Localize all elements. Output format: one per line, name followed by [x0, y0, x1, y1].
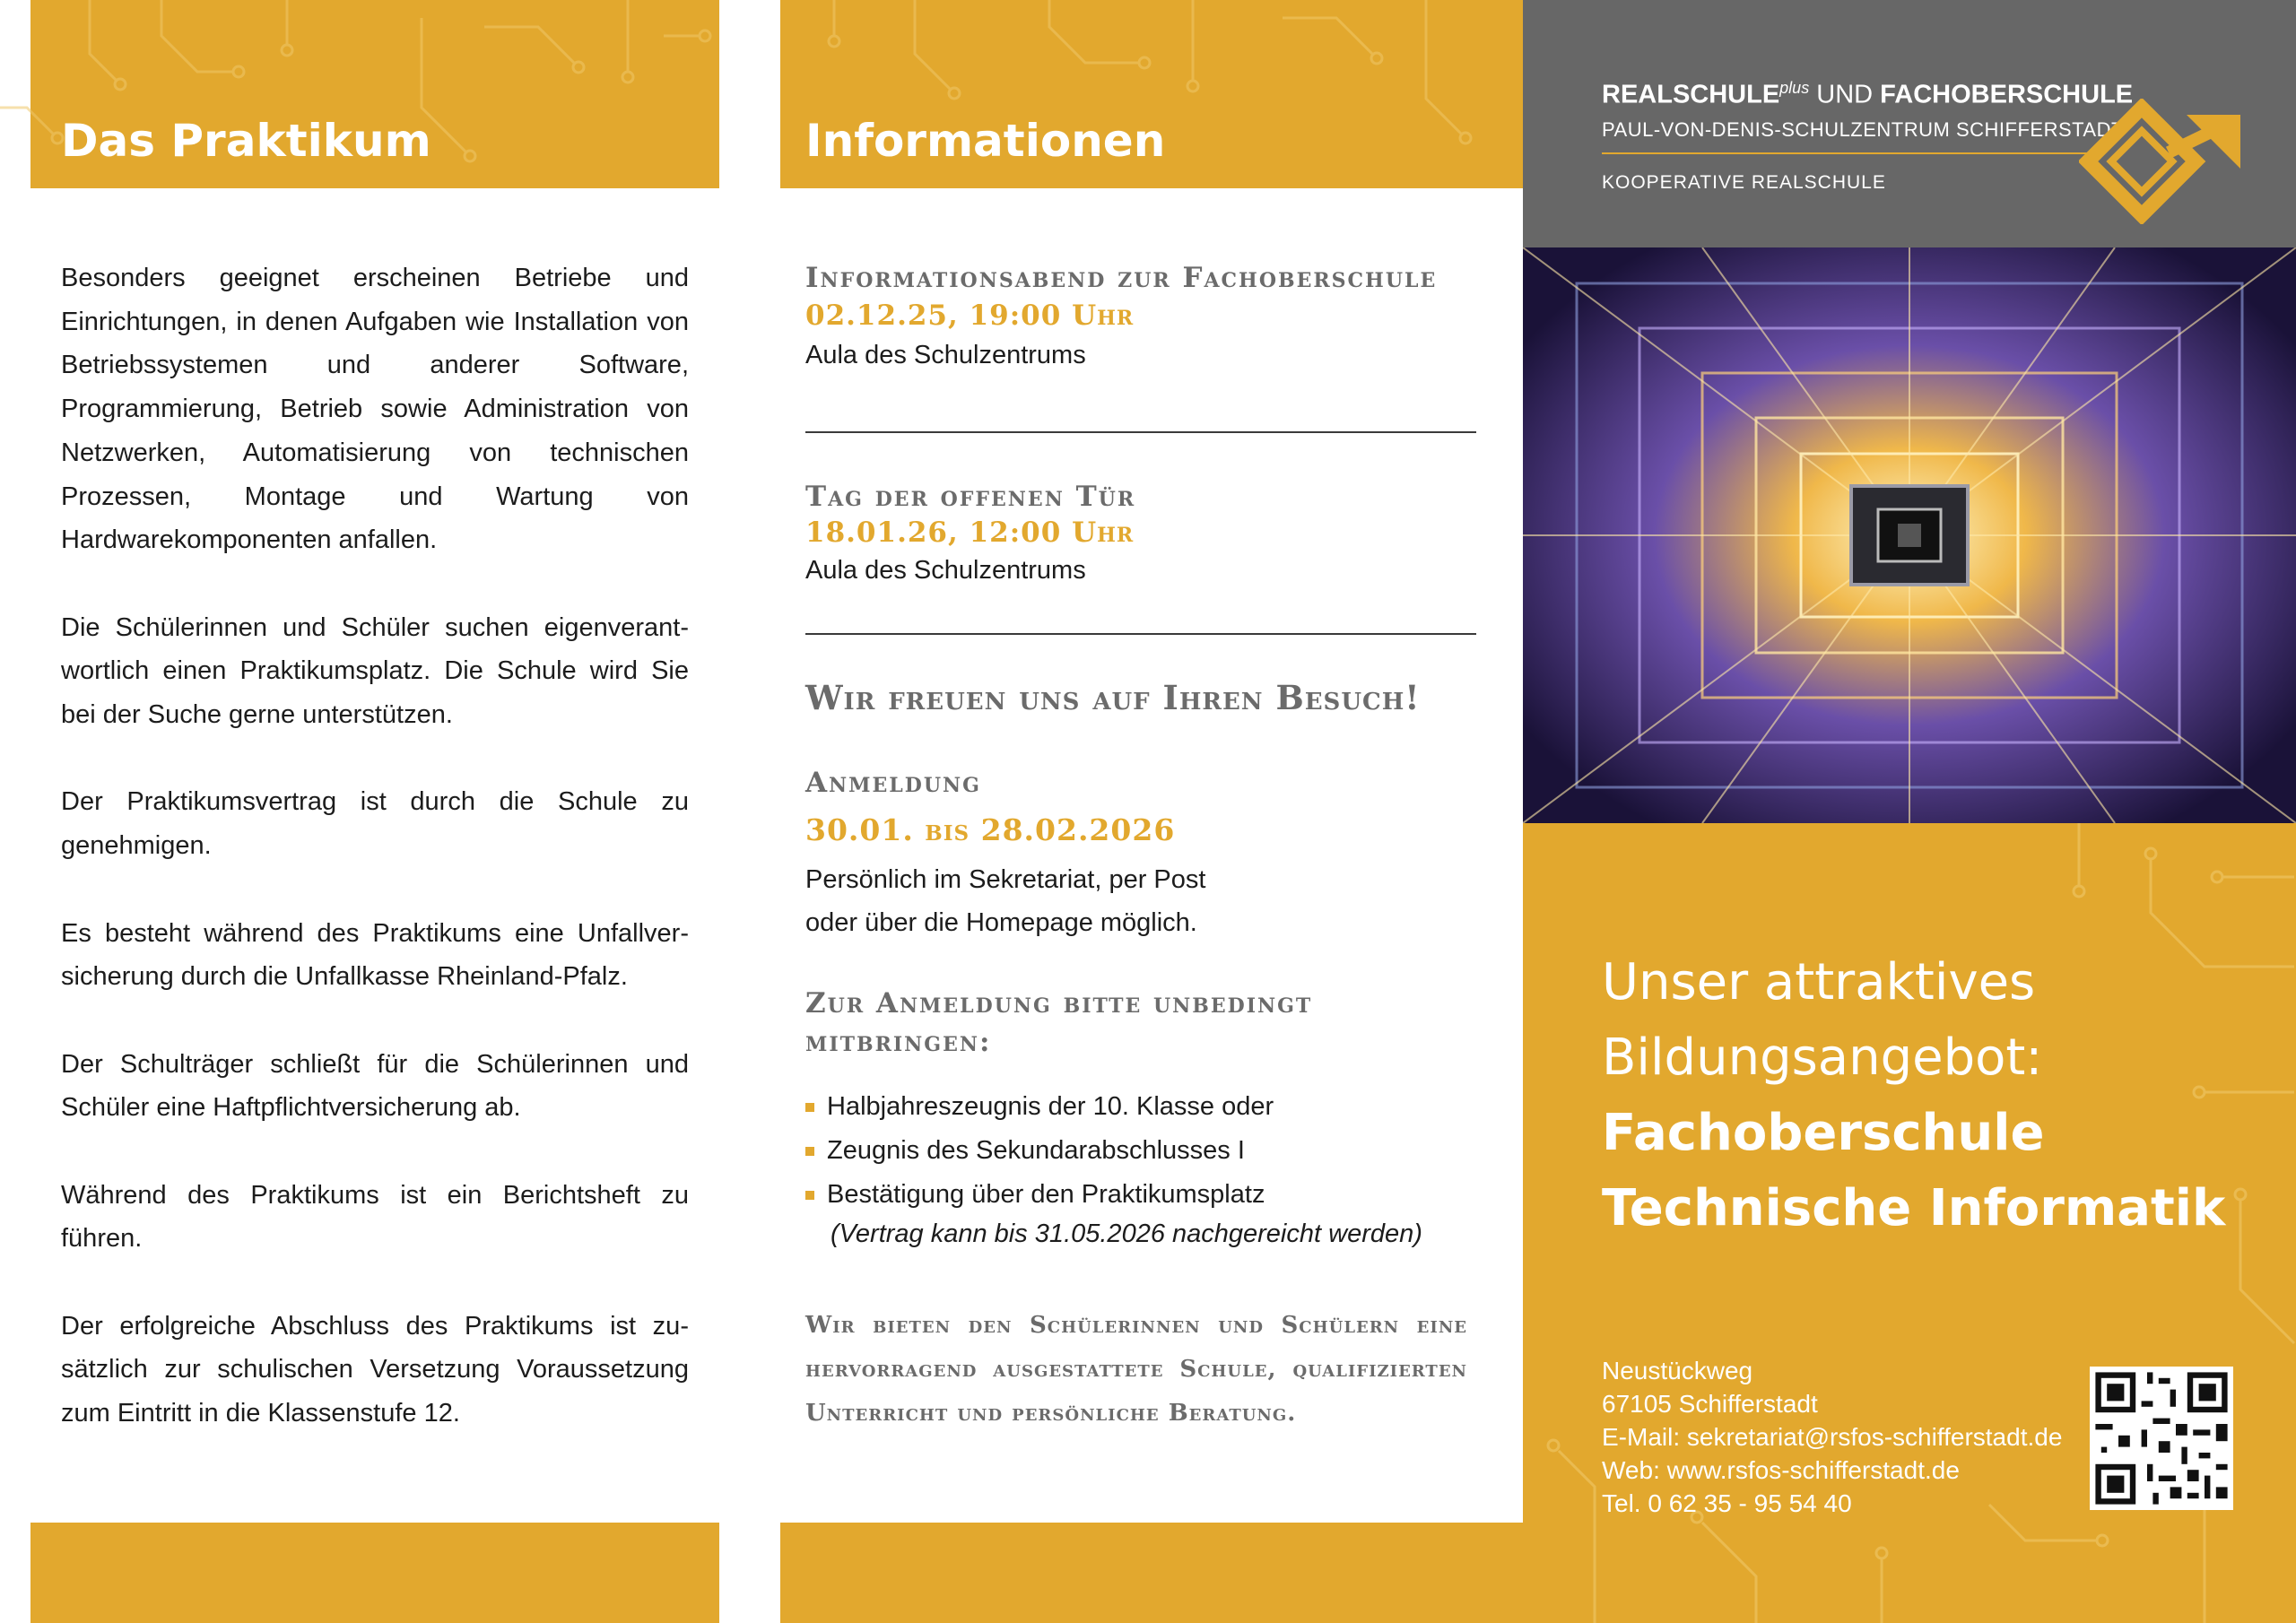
- list-item: Halbjahreszeugnis der 10. Klasse oder: [805, 1085, 1274, 1129]
- praktikum-paragraph: Es besteht während des Praktikums eine Unfallversicherung durch die Unfallkasse Rheinland-Pfalz.: [61, 918, 689, 992]
- school-type: KOOPERATIVE REALSCHULE: [1602, 172, 1886, 193]
- praktikum-paragraph: Der erfolgreiche Abschluss des Praktikums ist zusätzlich zur schulischen Versetzung Voraussetzung zum Eintritt in die Klassenstufe 12.: [61, 1311, 689, 1428]
- praktikum-paragraph: Die Schülerinnen und Schüler suchen eigenverantwortlich einen Praktikumsplatz. Die Schule wird Sie bei der Suche gerne unterstützen.: [61, 612, 689, 730]
- registration-line2: oder über die Homepage möglich.: [805, 908, 1197, 937]
- informationen-title: Informationen: [805, 115, 1166, 167]
- bullet-square-icon: [805, 1147, 814, 1156]
- praktikum-paragraph: Der Praktikumsvertrag ist durch die Schule zu genehmigen.: [61, 787, 689, 861]
- praktikum-title: Das Praktikum: [61, 115, 431, 167]
- school-center-name: PAUL-VON-DENIS-SCHULZENTRUM SCHIFFERSTADT: [1602, 118, 2124, 141]
- contact-city: 67105 Schifferstadt: [1602, 1390, 1818, 1418]
- list-item: Zeugnis des Sekundarabschlusses I: [805, 1129, 1274, 1173]
- school-name: $REALSCHULE^{plus}$ UND FACHOBERSCHULE: [1602, 79, 2134, 109]
- middle-footer-bar: [780, 1523, 1525, 1623]
- list-item: Bestätigung über den Praktikumsplatz: [805, 1173, 1274, 1217]
- bullet-square-icon: [805, 1191, 814, 1200]
- left-footer-bar: [30, 1523, 719, 1623]
- contact-email[interactable]: E-Mail: sekretariat@rsfos-schifferstadt.de: [1602, 1423, 2063, 1451]
- praktikum-paragraph: Besonders geeignet erscheinen Betriebe und Einrichtungen, in denen Aufgaben wie Installation von Betriebssystemen und anderer Software, Programmierung, Betrieb sowie Administration von Netzwerken, Automatisierung von technischen Prozessen, Montage und Wartung von Hardwarekomponenten anfallen.: [61, 264, 689, 555]
- bring-heading: mitbringen:: [805, 1026, 992, 1058]
- event1-date: 02.12.25, 19:00 Uhr: [805, 299, 1135, 332]
- bring-list: [805, 1085, 1274, 1217]
- contact-street: Neustückweg: [1602, 1357, 1753, 1384]
- event2-date: 18.01.26, 12:00 Uhr: [805, 516, 1135, 549]
- promo-text: [1602, 945, 2225, 1246]
- qr-code-icon[interactable]: [2090, 1367, 2233, 1510]
- registration-date: 30.01. bis 28.02.2026: [805, 812, 1176, 847]
- welcome-text: Wir freuen uns auf Ihren Besuch!: [805, 678, 1421, 717]
- contract-note: (Vertrag kann bis 31.05.2026 nachgereicht werden): [831, 1219, 1422, 1248]
- circuit-tunnel-image: [1523, 247, 2296, 823]
- divider: [805, 431, 1476, 433]
- contact-block: [1602, 1354, 2062, 1520]
- event1-place: Aula des Schulzentrums: [805, 341, 1086, 369]
- promo-line: Unser attraktives: [1602, 953, 2036, 1011]
- promo-line: Bildungsangebot:: [1602, 1028, 2043, 1087]
- promo-line: Fachoberschule: [1602, 1104, 2045, 1162]
- closing-statement: Wir bieten den Schülerinnen und Schülern eine hervorragend ausgestattete Schule, qualifizierten Unterricht und persönliche Beratung.: [805, 1312, 1467, 1427]
- logo-underline: [1602, 152, 2104, 154]
- event1-heading: Informationsabend zur Fachoberschule: [805, 262, 1438, 294]
- contact-web[interactable]: Web: www.rsfos-schifferstadt.de: [1602, 1456, 1960, 1484]
- promo-line: Technische Informatik: [1602, 1179, 2226, 1237]
- event2-place: Aula des Schulzentrums: [805, 556, 1086, 585]
- school-logo-icon: [2079, 99, 2240, 224]
- praktikum-paragraph: Der Schulträger schließt für die Schülerinnen und Schüler eine Haftpflichtversicherung ab.: [61, 1049, 689, 1123]
- praktikum-body: [61, 256, 689, 1480]
- contact-tel: Tel. 0 62 35 - 95 54 40: [1602, 1489, 1852, 1517]
- bullet-square-icon: [805, 1103, 814, 1112]
- registration-line1: Persönlich im Sekretariat, per Post: [805, 865, 1206, 894]
- registration-heading: Anmeldung: [805, 767, 981, 799]
- event2-heading: Tag der offenen Tür: [805, 481, 1136, 513]
- praktikum-paragraph: Während des Praktikums ist ein Berichtsheft zu führen.: [61, 1180, 689, 1254]
- divider: [805, 633, 1476, 635]
- bring-heading: Zur Anmeldung bitte unbedingt: [805, 987, 1313, 1020]
